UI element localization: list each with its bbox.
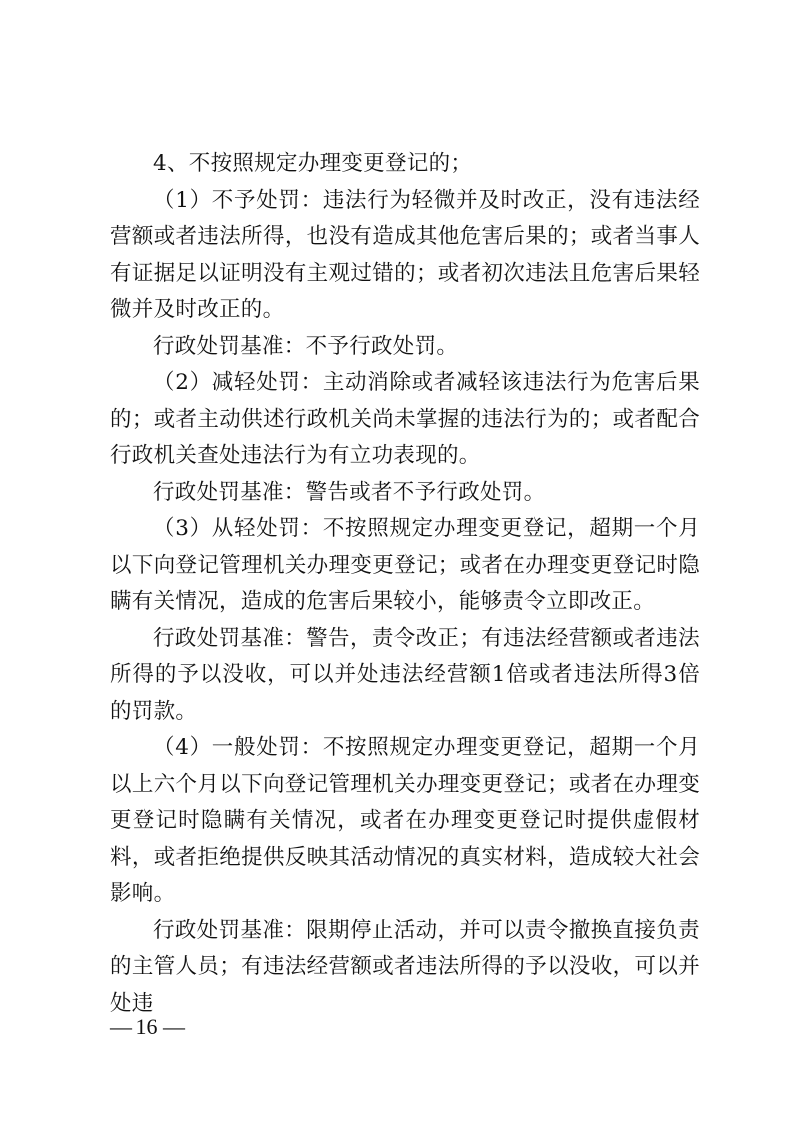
footer-dash-right: —: [163, 1014, 183, 1039]
page-number: 16: [135, 1014, 158, 1039]
paragraph-reduced-penalty: （2）减轻处罚：主动消除或者减轻该违法行为危害后果的；或者主动供述行政机关尚未掌握的违法行为的；或者配合行政机关查处违法行为有立功表现的。: [110, 370, 700, 468]
paragraph-lighter-penalty-standard: 行政处罚基准：警告，责令改正；有违法经营额或者违法所得的予以没收，可以并处违法经营额1倍或者违法所得3倍的罚款。: [110, 625, 700, 724]
footer-dash-left: —: [110, 1014, 130, 1039]
paragraph-reduced-penalty-standard: 行政处罚基准：警告或者不予行政处罚。: [153, 479, 546, 505]
paragraph-no-penalty-standard: 行政处罚基准：不予行政处罚。: [153, 333, 459, 359]
paragraph-general-penalty-standard: 行政处罚基准：限期停止活动，并可以责令撤换直接负责的主管人员；有违法经营额或者违法所得的予以没收，可以并处违: [110, 917, 700, 1016]
paragraph-no-penalty: （1）不予处罚：违法行为轻微并及时改正，没有违法经营额或者违法所得，也没有造成其他危害后果的；或者当事人有证据足以证明没有主观过错的；或者初次违法且危害后果轻微并及时改正的。: [110, 187, 700, 322]
paragraph-lighter-penalty: （3）从轻处罚：不按照规定办理变更登记，超期一个月以下向登记管理机关办理变更登记；或者在办理变更登记时隐瞒有关情况，造成的危害后果较小，能够责令立即改正。: [110, 516, 700, 614]
paragraph-general-penalty: （4）一般处罚：不按照规定办理变更登记，超期一个月以上六个月以下向登记管理机关办理变更登记；或者在办理变更登记时隐瞒有关情况，或者在办理变更登记时提供虚假材料，或者拒绝提供反映其活动情况的真实材料，造成较大社会影响。: [110, 735, 700, 906]
paragraph-item-heading: 4、不按照规定办理变更登记的；: [153, 151, 473, 176]
page-number-footer: [110, 1012, 183, 1042]
document-body: [110, 146, 700, 1022]
